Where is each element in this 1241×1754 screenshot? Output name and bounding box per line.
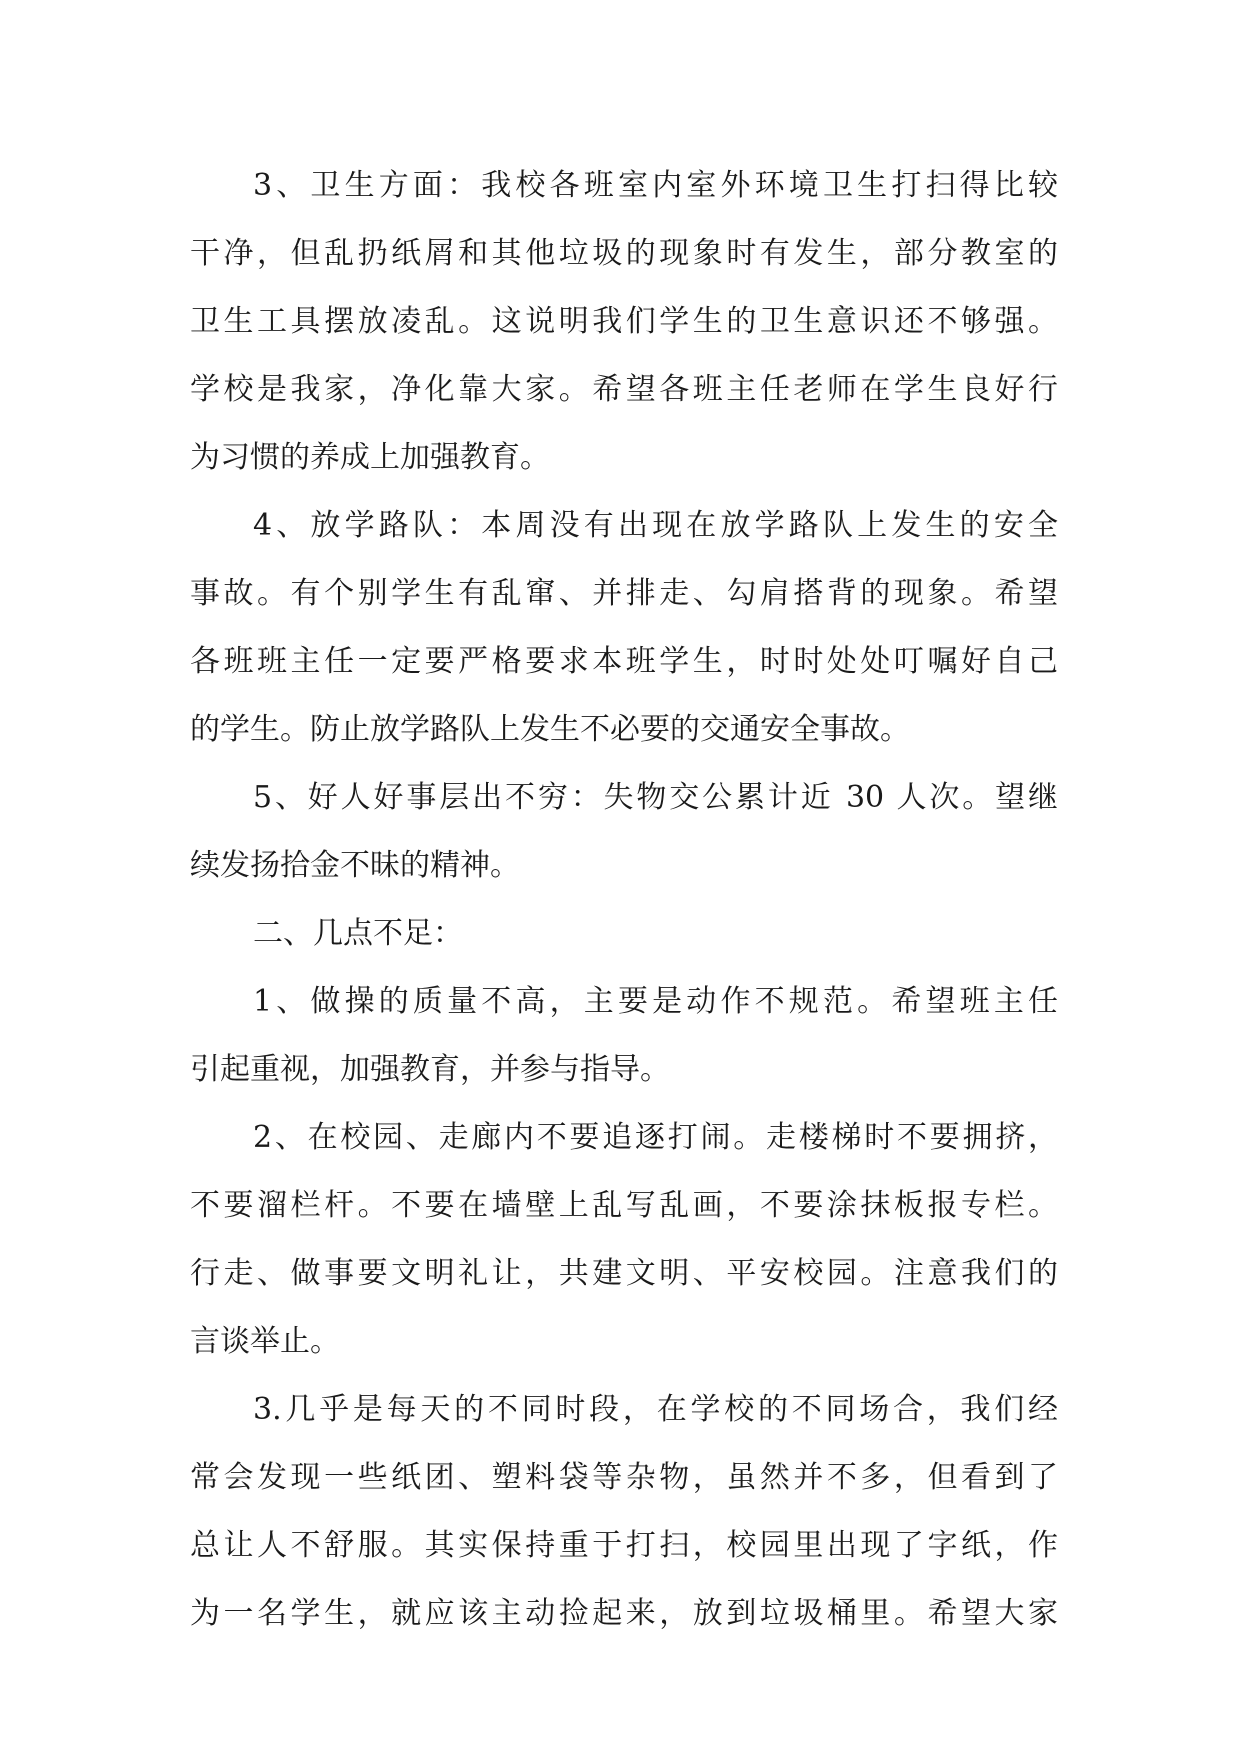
text-line: 常会发现一些纸团、塑料袋等杂物，虽然并不多，但看到了 — [190, 1460, 1058, 1495]
text-line: 各班班主任一定要严格要求本班学生，时时处处叮嘱好自己 — [190, 644, 1058, 679]
text-line: 不要溜栏杆。不要在墙壁上乱写乱画，不要涂抹板报专栏。 — [190, 1188, 1058, 1223]
text-line: 1、做操的质量不高，主要是动作不规范。希望班主任 — [253, 984, 1058, 1019]
paragraph-litter — [190, 1376, 1058, 1648]
paragraph-dismissal-queue — [190, 492, 1058, 764]
text-line: 引起重视，加强教育，并参与指导。 — [190, 1052, 670, 1087]
text-line: 4、放学路队：本周没有出现在放学路队上发生的安全 — [253, 508, 1058, 543]
text-line: 言谈举止。 — [190, 1324, 340, 1359]
text-line: 行走、做事要文明礼让，共建文明、平安校园。注意我们的 — [190, 1256, 1058, 1291]
document-body — [190, 152, 1058, 1648]
paragraph-campus-conduct — [190, 1104, 1058, 1376]
text-line: 3.几乎是每天的不同时段，在学校的不同场合，我们经 — [253, 1392, 1058, 1427]
text-line: 事故。有个别学生有乱窜、并排走、勾肩搭背的现象。希望 — [190, 576, 1058, 611]
text-line: 3、卫生方面：我校各班室内室外环境卫生打扫得比较 — [253, 168, 1058, 203]
paragraph-hygiene — [190, 152, 1058, 492]
text-line: 干净，但乱扔纸屑和其他垃圾的现象时有发生，部分教室的 — [190, 236, 1058, 271]
section-heading-shortcomings — [190, 900, 1058, 968]
text-line: 2、在校园、走廊内不要追逐打闹。走楼梯时不要拥挤， — [253, 1120, 1058, 1155]
text-line: 的学生。防止放学路队上发生不必要的交通安全事故。 — [190, 712, 910, 747]
text-line: 总让人不舒服。其实保持重于打扫，校园里出现了字纸，作 — [190, 1528, 1058, 1563]
text-line: 为一名学生，就应该主动捡起来，放到垃圾桶里。希望大家 — [190, 1596, 1058, 1631]
text-line: 5、好人好事层出不穷：失物交公累计近 30 人次。望继 — [253, 780, 1058, 815]
text-line: 学校是我家，净化靠大家。希望各班主任老师在学生良好行 — [190, 372, 1058, 407]
paragraph-exercise-quality — [190, 968, 1058, 1104]
section-heading: 二、几点不足： — [253, 916, 463, 951]
text-line: 续发扬拾金不昧的精神。 — [190, 848, 520, 883]
text-line: 卫生工具摆放凌乱。这说明我们学生的卫生意识还不够强。 — [190, 304, 1058, 339]
text-line: 为习惯的养成上加强教育。 — [190, 440, 550, 475]
paragraph-good-deeds — [190, 764, 1058, 900]
